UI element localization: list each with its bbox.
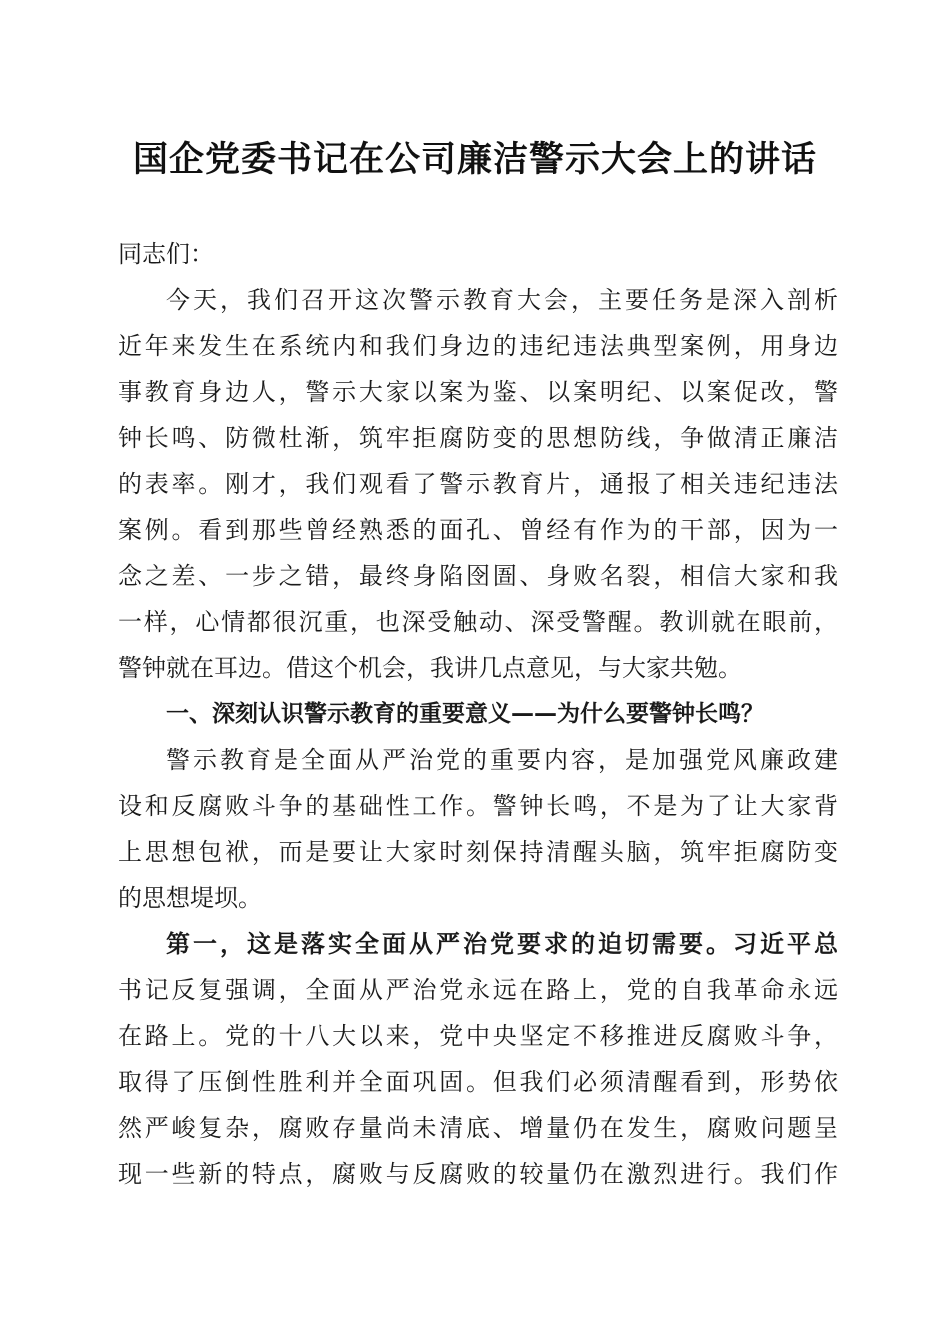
- paragraph-line: 念之差、一步之错，最终身陷囹圄、身败名裂，相信大家和我: [118, 562, 838, 590]
- paragraph-line: 的思想堤坝。: [118, 884, 262, 912]
- paragraph-line: 第一，这是落实全面从严治党要求的迫切需要。习近平总: [166, 929, 838, 958]
- document-title: 国企党委书记在公司廉洁警示大会上的讲话: [132, 139, 817, 180]
- paragraph-line: 钟长鸣、防微杜渐，筑牢拒腐防变的思想防线，争做清正廉洁: [118, 424, 838, 452]
- paragraph-line: 今天，我们召开这次警示教育大会，主要任务是深入剖析: [166, 286, 838, 314]
- section-heading: 一、深刻认识警示教育的重要意义——为什么要警钟长鸣？: [166, 701, 764, 727]
- paragraph-line: 事教育身边人，警示大家以案为鉴、以案明纪、以案促改，警: [118, 378, 838, 406]
- paragraph-line: 然严峻复杂，腐败存量尚未清底、增量仍在发生，腐败问题呈: [118, 1114, 838, 1142]
- paragraph-line: 上思想包袱，而是要让大家时刻保持清醒头脑，筑牢拒腐防变: [118, 838, 838, 866]
- paragraph-line: 在路上。党的十八大以来，党中央坚定不移推进反腐败斗争，: [118, 1022, 838, 1050]
- paragraph-line: 设和反腐败斗争的基础性工作。警钟长鸣，不是为了让大家背: [118, 792, 838, 820]
- paragraph-line: 警钟就在耳边。借这个机会，我讲几点意见，与大家共勉。: [118, 654, 742, 682]
- paragraph-line: 的表率。刚才，我们观看了警示教育片，通报了相关违纪违法: [118, 470, 838, 498]
- paragraph-line: 现一些新的特点，腐败与反腐败的较量仍在激烈进行。我们作: [118, 1160, 838, 1188]
- paragraph-line: 取得了压倒性胜利并全面巩固。但我们必须清醒看到，形势依: [118, 1068, 838, 1096]
- paragraph-line: 书记反复强调，全面从严治党永远在路上，党的自我革命永远: [118, 976, 838, 1004]
- paragraph-line: 警示教育是全面从严治党的重要内容，是加强党风廉政建: [166, 746, 838, 774]
- paragraph-line: 一样，心情都很沉重，也深受触动、深受警醒。教训就在眼前，: [118, 608, 838, 636]
- paragraph-line: 案例。看到那些曾经熟悉的面孔、曾经有作为的干部，因为一: [118, 516, 838, 544]
- paragraph-line: 近年来发生在系统内和我们身边的违纪违法典型案例，用身边: [118, 332, 838, 360]
- salutation: 同志们：: [118, 240, 214, 268]
